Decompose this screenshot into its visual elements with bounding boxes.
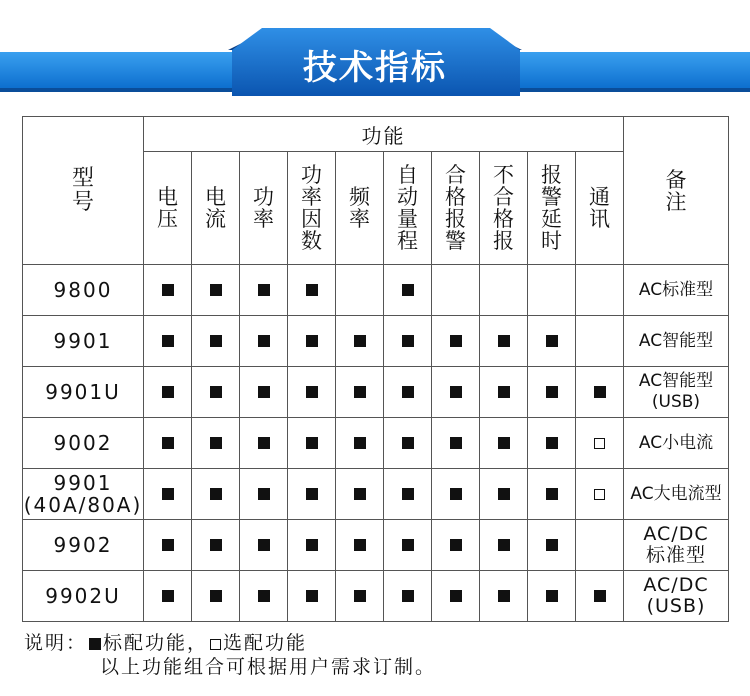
model-text: 9901U — [45, 380, 121, 404]
optional-mark-icon — [594, 489, 605, 500]
note-header-cell — [624, 117, 729, 265]
standard-mark-icon — [258, 437, 270, 449]
standard-mark-icon — [162, 284, 174, 296]
standard-mark-icon — [594, 590, 606, 602]
footnote-line2: 以上功能组合可根据用户需求订制。 — [100, 656, 437, 678]
feature-cell — [288, 418, 336, 469]
feature-cell — [144, 418, 192, 469]
standard-mark-icon — [402, 335, 414, 347]
standard-mark-icon — [162, 386, 174, 398]
page-title: 技术指标 — [303, 48, 447, 88]
note-header-char: 注 — [665, 189, 687, 214]
model-header-char: 型 — [71, 165, 94, 191]
column-header-char: 报 — [445, 207, 466, 231]
column-header-cell — [192, 152, 240, 265]
column-header-cell — [528, 152, 576, 265]
standard-mark-icon — [354, 335, 366, 347]
feature-cell — [480, 571, 528, 622]
column-header-char: 功 — [253, 185, 274, 209]
feature-cell — [528, 367, 576, 418]
standard-mark-icon — [402, 539, 414, 551]
standard-mark-icon — [258, 539, 270, 551]
feature-cell — [288, 571, 336, 622]
column-header-char: 电 — [157, 185, 178, 209]
feature-cell — [144, 469, 192, 520]
standard-mark-icon — [498, 488, 510, 500]
feature-cell — [480, 265, 528, 316]
optional-mark-icon — [210, 639, 221, 650]
feature-cell — [288, 316, 336, 367]
feature-cell — [432, 367, 480, 418]
column-header-cell — [336, 152, 384, 265]
standard-mark-icon — [546, 488, 558, 500]
standard-mark-icon — [89, 638, 101, 650]
feature-cell — [240, 520, 288, 571]
standard-mark-icon — [546, 386, 558, 398]
feature-cell — [336, 520, 384, 571]
feature-cell — [288, 367, 336, 418]
feature-cell — [480, 520, 528, 571]
column-header-char: 格 — [445, 185, 466, 209]
standard-mark-icon — [162, 488, 174, 500]
model-text: 9902 — [53, 533, 113, 557]
model-cell — [23, 265, 144, 316]
feature-cell — [576, 265, 624, 316]
model-header-cell — [23, 117, 144, 265]
model-text: 9901 — [53, 471, 113, 495]
column-header-char: 频 — [349, 185, 370, 209]
model-cell — [23, 418, 144, 469]
standard-mark-icon — [450, 386, 462, 398]
model-cell — [23, 316, 144, 367]
feature-cell — [528, 520, 576, 571]
feature-cell — [240, 265, 288, 316]
feature-cell — [576, 571, 624, 622]
note-text: 标准型 — [645, 544, 706, 566]
feature-cell — [384, 571, 432, 622]
feature-cell — [528, 571, 576, 622]
model-cell — [23, 367, 144, 418]
feature-cell — [192, 469, 240, 520]
column-header-char: 警 — [541, 185, 562, 209]
feature-cell — [192, 265, 240, 316]
standard-mark-icon — [258, 335, 270, 347]
feature-cell — [432, 571, 480, 622]
column-header-char: 自 — [397, 163, 418, 187]
standard-mark-icon — [258, 284, 270, 296]
standard-mark-icon — [306, 488, 318, 500]
standard-mark-icon — [594, 386, 606, 398]
model-text: 9800 — [53, 278, 113, 302]
title-banner — [0, 0, 750, 100]
feature-cell — [192, 367, 240, 418]
column-header-char: 流 — [205, 207, 226, 231]
model-text: 9902U — [45, 584, 121, 608]
feature-cell — [144, 316, 192, 367]
standard-mark-icon — [354, 437, 366, 449]
feature-cell — [288, 520, 336, 571]
feature-cell — [288, 469, 336, 520]
standard-mark-icon — [546, 539, 558, 551]
feature-cell — [480, 316, 528, 367]
standard-mark-icon — [402, 488, 414, 500]
standard-mark-icon — [498, 335, 510, 347]
column-header-char: 报 — [541, 163, 562, 187]
feature-cell — [480, 367, 528, 418]
standard-mark-icon — [306, 539, 318, 551]
column-header-char: 率 — [253, 207, 274, 231]
column-header-char: 警 — [445, 229, 466, 253]
column-header-char: 合 — [445, 163, 466, 187]
column-header-char: 延 — [541, 207, 562, 231]
feature-cell — [432, 265, 480, 316]
note-cell — [624, 265, 729, 316]
standard-mark-icon — [402, 437, 414, 449]
standard-mark-icon — [162, 335, 174, 347]
standard-mark-icon — [402, 590, 414, 602]
standard-mark-icon — [162, 539, 174, 551]
standard-mark-icon — [210, 590, 222, 602]
note-text: (USB) — [651, 392, 701, 412]
feature-cell — [528, 469, 576, 520]
column-header-char: 程 — [397, 229, 418, 253]
standard-mark-icon — [498, 437, 510, 449]
note-header-char: 备 — [665, 167, 687, 192]
column-header-char: 功 — [301, 163, 322, 187]
column-header-cell — [576, 152, 624, 265]
note-text: AC/DC — [643, 574, 709, 596]
table-row — [23, 469, 729, 520]
standard-mark-icon — [210, 488, 222, 500]
model-text: 9901 — [53, 329, 113, 353]
column-header-char: 合 — [493, 185, 514, 209]
optional-mark-icon — [594, 438, 605, 449]
footnote-prefix: 说明： — [24, 632, 88, 654]
column-header-cell — [240, 152, 288, 265]
standard-mark-icon — [162, 590, 174, 602]
feature-cell — [336, 316, 384, 367]
table-row — [23, 316, 729, 367]
standard-mark-icon — [354, 539, 366, 551]
standard-mark-icon — [450, 335, 462, 347]
standard-mark-icon — [498, 539, 510, 551]
model-cell — [23, 520, 144, 571]
standard-mark-icon — [354, 386, 366, 398]
feature-cell — [576, 367, 624, 418]
feature-cell — [384, 469, 432, 520]
feature-cell — [240, 316, 288, 367]
model-text: (40A/80A) — [23, 493, 143, 517]
feature-cell — [480, 469, 528, 520]
spec-table — [22, 116, 729, 622]
standard-mark-icon — [258, 590, 270, 602]
feature-cell — [384, 367, 432, 418]
standard-mark-icon — [402, 386, 414, 398]
model-text: 9002 — [53, 431, 113, 455]
column-header-cell — [288, 152, 336, 265]
table-row — [23, 265, 729, 316]
column-header-char: 数 — [301, 229, 322, 253]
feature-cell — [384, 520, 432, 571]
standard-mark-icon — [258, 386, 270, 398]
feature-cell — [384, 316, 432, 367]
standard-mark-icon — [306, 335, 318, 347]
feature-cell — [480, 418, 528, 469]
standard-mark-icon — [162, 437, 174, 449]
feature-cell — [336, 265, 384, 316]
model-header-char: 号 — [71, 189, 94, 215]
feature-cell — [576, 520, 624, 571]
standard-mark-icon — [210, 437, 222, 449]
column-header-cell — [144, 152, 192, 265]
feature-cell — [192, 418, 240, 469]
note-text: AC大电流型 — [630, 483, 722, 504]
standard-mark-icon — [306, 437, 318, 449]
note-text: AC标准型 — [638, 279, 714, 300]
feature-cell — [336, 571, 384, 622]
feature-cell — [336, 418, 384, 469]
feature-cell — [240, 469, 288, 520]
standard-mark-icon — [546, 335, 558, 347]
feature-cell — [144, 571, 192, 622]
note-text: AC智能型 — [638, 330, 714, 351]
standard-mark-icon — [210, 284, 222, 296]
column-header-char: 动 — [397, 185, 418, 209]
table-row — [23, 520, 729, 571]
note-text: AC/DC — [643, 523, 709, 545]
feature-cell — [528, 316, 576, 367]
feature-cell — [576, 418, 624, 469]
feature-cell — [576, 469, 624, 520]
feature-cell — [192, 316, 240, 367]
standard-mark-icon — [210, 335, 222, 347]
feature-cell — [144, 265, 192, 316]
standard-mark-icon — [546, 437, 558, 449]
function-header: 功能 — [144, 117, 624, 152]
standard-mark-icon — [354, 590, 366, 602]
note-cell — [624, 571, 729, 622]
note-text: AC智能型 — [638, 371, 714, 391]
feature-cell — [576, 316, 624, 367]
standard-mark-icon — [498, 590, 510, 602]
model-cell — [23, 469, 144, 520]
standard-mark-icon — [210, 539, 222, 551]
model-cell — [23, 571, 144, 622]
footnote-optional-label: 选配功能 — [223, 632, 308, 654]
standard-mark-icon — [354, 488, 366, 500]
feature-cell — [240, 367, 288, 418]
feature-cell — [336, 367, 384, 418]
note-cell — [624, 520, 729, 571]
column-header-char: 电 — [205, 185, 226, 209]
feature-cell — [528, 418, 576, 469]
column-header-char: 因 — [301, 207, 322, 231]
standard-mark-icon — [258, 488, 270, 500]
feature-cell — [240, 418, 288, 469]
feature-cell — [288, 265, 336, 316]
standard-mark-icon — [498, 386, 510, 398]
column-header-char: 率 — [301, 185, 322, 209]
column-header-cell — [432, 152, 480, 265]
standard-mark-icon — [450, 590, 462, 602]
column-header-char: 讯 — [589, 207, 610, 231]
note-cell — [624, 316, 729, 367]
feature-cell — [336, 469, 384, 520]
column-header-char: 报 — [493, 229, 514, 253]
footnote — [24, 631, 436, 679]
feature-cell — [432, 316, 480, 367]
table-row — [23, 571, 729, 622]
table-row — [23, 367, 729, 418]
feature-cell — [528, 265, 576, 316]
standard-mark-icon — [450, 488, 462, 500]
column-header-cell — [384, 152, 432, 265]
column-header-char: 格 — [493, 207, 514, 231]
column-header-char: 量 — [397, 207, 418, 231]
feature-cell — [192, 571, 240, 622]
feature-cell — [144, 367, 192, 418]
column-header-char: 通 — [589, 185, 610, 209]
feature-cell — [240, 571, 288, 622]
standard-mark-icon — [402, 284, 414, 296]
feature-cell — [384, 265, 432, 316]
column-header-char: 压 — [157, 207, 178, 231]
column-header-char: 时 — [541, 229, 562, 253]
feature-cell — [432, 469, 480, 520]
feature-cell — [144, 520, 192, 571]
column-header-cell — [480, 152, 528, 265]
standard-mark-icon — [306, 386, 318, 398]
standard-mark-icon — [546, 590, 558, 602]
standard-mark-icon — [450, 539, 462, 551]
standard-mark-icon — [450, 437, 462, 449]
standard-mark-icon — [210, 386, 222, 398]
note-text: AC小电流 — [638, 432, 714, 453]
standard-mark-icon — [306, 284, 318, 296]
note-cell — [624, 367, 729, 418]
footnote-standard-label: 标配功能， — [103, 632, 209, 654]
feature-cell — [192, 520, 240, 571]
table-row — [23, 418, 729, 469]
note-text: (USB) — [646, 595, 706, 617]
note-cell — [624, 418, 729, 469]
standard-mark-icon — [306, 590, 318, 602]
column-header-char: 不 — [493, 163, 514, 187]
column-header-char: 率 — [349, 207, 370, 231]
feature-cell — [432, 520, 480, 571]
feature-cell — [384, 418, 432, 469]
note-cell — [624, 469, 729, 520]
header-row — [23, 117, 729, 152]
feature-cell — [432, 418, 480, 469]
